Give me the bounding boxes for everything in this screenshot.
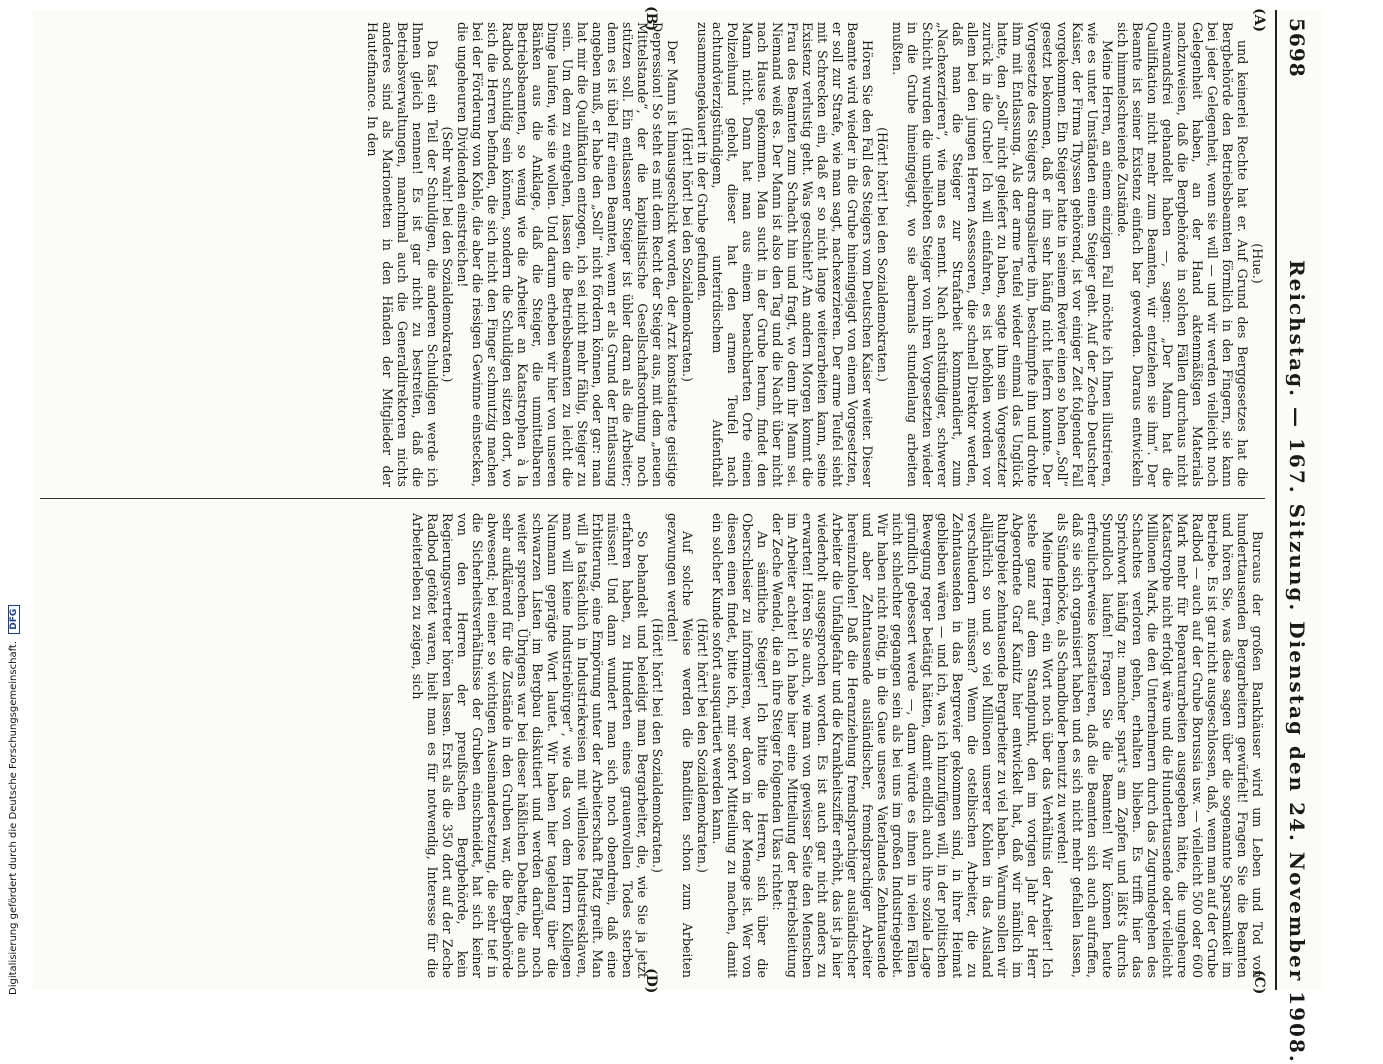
speaker-label: (Hue.) — [1250, 243, 1265, 284]
page-header — [1273, 10, 1313, 1064]
column-divider — [40, 498, 1265, 499]
margin-marker-d: (D) — [643, 968, 659, 994]
credit-text: Digitalisierung gefördert durch die Deutsche Forschungsgemeinschaft. — [8, 640, 19, 995]
header-rule — [1275, 10, 1277, 990]
quoted-notice: An sämtliche Steiger! Ich bitte die Herren, sich über die Oberschlesier zu informieren, wer davon in der Menage ist. Wer von diesen einen findet, bitte ich, mir sofort Mitteilung zu machen, damit ein solcher Kunde sofort ausquartiert werden kann. — [710, 513, 770, 978]
paragraph: So behandelt und beleidigt man Bergarbeiter, die, wie Sie ja jetzt erfahren haben, zu Hunderten eines grauenvollen Todes sterben müssen! Und dann wundert man sich noch obendrein, daß eine Erbitterung, eine Empörung unter der Arbeiterschaft Platz greift. Man will ja tatsächlich in Industriekreisen mit willenlose Industriesklaven, man will keine Industriebürger“, wie das von dem Herrn Kollegen Naumann geprägte Wort lautet. Wir haben hier tagelang über die schwarzen Listen im Bergbau diskutiert und werden darüber noch weiter sprechen. Übrigens war bei dieser häßlichen Debatte, die auch sehr aufklärend für die Zustände in den Gruben war, die Bergbehörde abwesend; bei einer so wichtigen Auseinandersetzung, die sehr tief in die Sicherheitsverhältnisse der Gruben einschneidet, hat sich keiner von den Herren der preußischen Bergbehörde, kein Regierungsvertreter hören lassen. Erst als die 350 dort auf der Zeche Radbod getötet waren, hielt man es für notwendig, Interesse für die Arbeiterleben zu zeigen, sich — [410, 513, 650, 978]
interjection: (Hört! hört! bei den Sozialdemokraten.) — [650, 618, 665, 873]
interjection: (Sehr wahr! bei den Sozialdemokraten.) — [440, 126, 455, 383]
page-number: 5698 — [1285, 18, 1309, 78]
interjection: (Hört! hört! bei den Sozialdemokraten.) — [680, 127, 695, 382]
interjection: (Hört! hört! bei den Sozialdemokraten.) — [695, 618, 710, 873]
paragraph: Der Mann ist hinausgeschickt worden, der Arzt konstatierte geistige Depression! So steht es mit dem Recht der Steiger aus, mit dem „neuen Mittelstande“, der die kapitalistische Gesellschaftsordnung noch stützen soll. Ein entlassener Steiger ist übler daran als die Arbeiter; denn es ist übel für einen Beamten, wenn er als Grund der Entlassung angeben muß, er habe den „Soll“ nicht fördern können, oder gar: man hat mir die Qualifikation entzogen, ich sei nicht mehr fähig, Steiger zu sein. Um dem zu entgehen, lassen die Betriebsbeamten zu leicht die Dinge laufen, wie sie wollen. Und darum erheben wir hier von unseren Bänken aus die Anklage, daß die Steiger, die unmittelbaren Betriebsbeamten, so wenig wie die Arbeiter an Katastrophen à la Radbod schuldig sein können, sondern die Schuldigen sitzen dort, wo sich die Herren befinden, die sich nicht den Finger schmutzig machen bei der Förderung von Kohle, die aber die riesigen Gewinne einstecken, die ungeheuren Dividenden einstreichen! — [455, 22, 680, 487]
session-title: Reichstag. — 167. Sitzung. Dienstag den 24. November 1908. — [1285, 260, 1309, 1064]
quoted-notice: Auf solche Weise werden die Bandiiten schon zum Arbeiten gezwungen werden! — [665, 513, 695, 978]
interjection: (Hört! hört! bei den Sozialdemokraten.) — [875, 127, 890, 382]
paragraph: Meine Herren, ein Wort noch über das Verhältnis der Arbeiter! Ich stehe ganz auf dem Standpunkt, den im vorigen Jahr der Herr Abgeordnete Graf Kanitz hier entwickelt hat, daß wir nämlich im Ruhrgebiet zehntausende Bergarbeiter zu viel haben. Warum sollen wir alljährlich so und so viel Millionen unserer Kohlen in das Ausland verschleudern müssen? Wenn die ostelbischen Arbeiter, die zu Zehntausenden in das Bergrevier gekommen sind, in ihrer Heimat geblieben wären — und ich, was ich hinzufügen will, in der politischen Bewegung reger betätigt hätten, damit endlich auch ihre soziale Lage gründlich gebessert werde —, dann würde es ihnen in vielen Fällen nicht schlechter gegangen sein als bei uns im großen Industriegebiet. Wir haben nicht nötig, in die Gaue unseres Vaterlandes Zehntausende und aber Zehntausende ausländischer, fremdsprachiger Arbeiter hereinzuholen! Daß die Heranziehung fremdsprachiger ausländischer Arbeiter die Unfallgefahr und die Krankheitsziffer erhöht, das ist ja hier wiederholt ausgesprochen worden. Es ist auch gar nicht anders zu erwarten! Hören Sie auch, wie man von gewisser Seite den Menschen im Arbeiter achtet! Ich habe hier eine Mitteilung der Betriebsleitung der Zeche Wendel, die an ihre Steiger folgenden Ukas richtet: — [770, 513, 1055, 978]
paragraph: Meine Herren, an einem einzigen Fall möchte ich Ihnen illustrieren, wie es unter Umständen einem Steiger geht. Auf der Zeche Deutscher Kaiser, der Firma Thyssen gehörend, ist vor einiger Zeit folgender Fall vorgekommen. Ein Steiger hatte in seinem Revier einen so hohen „Soll“ gesetzt bekommen, daß er ihn sehr häufig nicht liefern konnte. Der Vorgesetzte des Steigers drangsalierte ihn, beschimpfte ihn und drohte ihm mit Entlassung. Als der arme Teufel wieder einmal das Unglück hatte, den „Soll“ nicht geliefert zu haben, sagte ihm sein Vorgesetzter zurück in die Grube! Ich will einfahren, es ist befohlen worden vor allem bei den jungen Herren Assessoren, die schnell Direktor werden, daß man die Steiger zur Strafarbeit kommandiert, zum „Nachexerzieren“, wie man es nennt. Nach achtstündiger, schwerer Schicht wurden die unbeliebten Steiger von ihren Vorgesetzten wieder in die Grube hineingejagt, wo sie abermals stundenlang arbeiten mußten. — [890, 22, 1115, 487]
paragraph: Da fast ein Teil der Schuldigen, die anderen Schuldigen werde ich Ihnen gleich nennen! Es ist gar nicht zu bestreiten, daß die Betriebsverwaltungen, manchmal auch die Generaldirektoren nichts anderes sind als Marionetten in den Händen der Mitglieder der Hautefinance. In den — [365, 22, 440, 487]
margin-marker-c: (C) — [1251, 970, 1267, 995]
paragraph: und keinerlei Rechte hat er. Auf Grund des Berggesetzes hat die Bergbehörde den Betriebsbeamten förmlich in den Fingern, sie kann bei jeder Gelegenheit, wenn sie will — und wir werden vielleicht noch Gelegenheit haben, an der Hand aktenmäßigen Materials nachzuweisen, daß die Bergbehörde in solchen Fällen durchaus nicht einwandsfrei gehandelt haben —, sagen: „Der Mann hat die Qualifikation nicht mehr zum Beamten, wir entziehen sie ihm“. Der Beamte ist seiner Existenz einfach bar geworden. Daraus entwickeln sich himmelschreiende Zustände. — [1115, 22, 1250, 487]
margin-marker-b: (B) — [643, 6, 659, 32]
digitization-credit — [8, 0, 24, 995]
paragraph: Burcaus der großen Bankhäuser wird um Leben und Tod von hunderttausenden Bergarbeitern gewürfelt! Fragen Sie die Beamten und hören Sie, was diese sagen über die sogenannte Sparsamkeit im Betriebe. Es ist gar nicht ausgeschlossen, daß, wenn man auf der Grube Radbod — auch auf der Grube Borussia usw. — vielleicht 500 oder 600 Mark mehr für Reparaturarbeiten ausgegeben hätte, die ungeheure Katastrophe nicht erfolgt wäre und die Hunderttausende oder vielleicht Millionen Mark, die den Unternehmern durch das Zugrundegehen des Schachtes verloren gehen, erhalten blieben. Es trifft hier das Sprichwort häufig zu: mancher spart's am Zapfen und läßt's durchs Spundloch laufen! Fragen Sie die Beamten! Wir können heute erfreulicherweise konstatieren, daß die Beamten sich auch aufraffen, daß sie sich organisiert haben und es sich nicht mehr gefallen lassen, als Sündenböcke, als Schandbuder benutzt zu werden! — [1055, 513, 1265, 978]
left-text-column — [40, 22, 1265, 487]
dfg-logo: DFG — [8, 605, 20, 634]
margin-marker-a: (A) — [1251, 8, 1267, 33]
paragraph: Hören Sie den Fall des Steigers vom Deutschen Kaiser weiter. Dieser Beamte wird wieder in die Grube hineingejagt von einem Vorgesetzten, er soll zur Strafe, wie man sagt, nachexerzieren. Der arme Teufel sieht mit Schrecken ein, daß er so nicht lange weiterarbeiten kann, seine Existenz verlustig geht. Was geschieht? Am andern Morgen kommt die Frau des Beamten zum Schacht hin und fragt, wo denn ihr Mann sei. Niemand weiß es. Der Mann ist also den Tag und die Nacht über nicht nach Hause gekommen. Man sucht in der Grube herum, findet den Mann nicht. Dann hat man aus einem benachbarten Orte einen Polizeihund geholt, dieser hat den armen Teufel nach achtundvierzigstündigem, unterirdischem Aufenthalt zusammengekauert in der Grube gefunden. — [695, 22, 875, 487]
right-text-column — [40, 513, 1265, 978]
rotated-document-page — [33, 6, 1323, 1064]
